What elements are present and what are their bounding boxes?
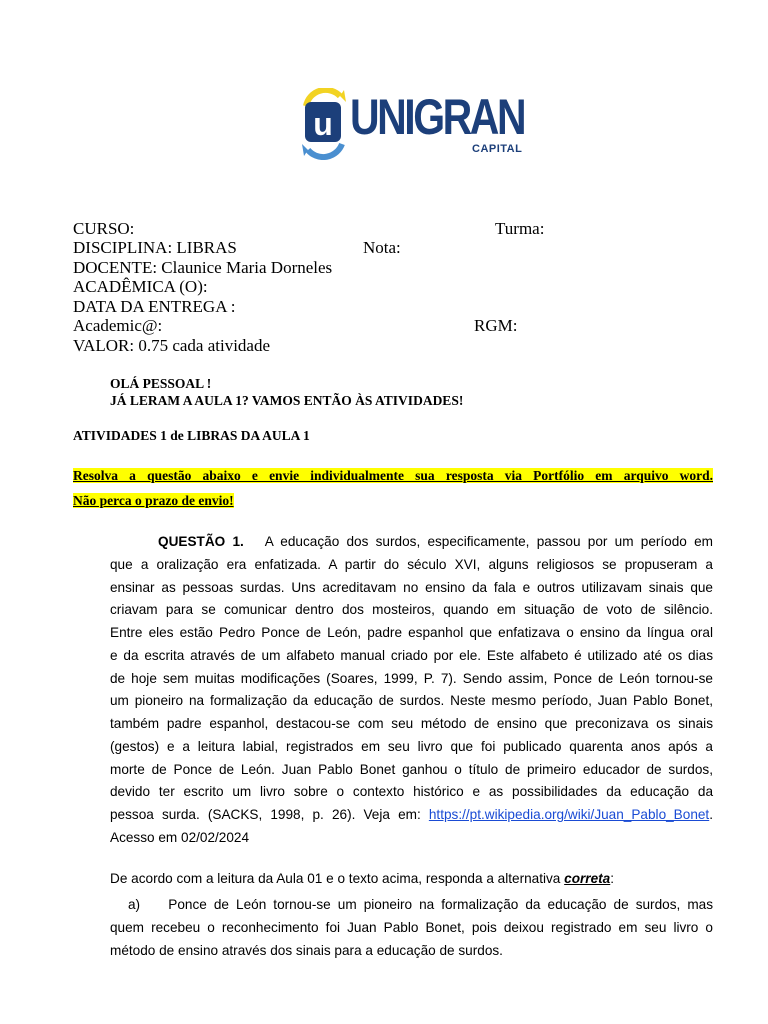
question-line-link <box>110 804 713 827</box>
logo-wordmark: UNIGRAN <box>350 89 525 145</box>
option-a-text: Ponce de León tornou-se um pioneiro na formalização da educação de surdos, mas <box>168 897 713 912</box>
question-line: de hoje sem muitas modificações (Soares, 1999, P. 7). Sendo assim, Ponce de León tornou-se <box>110 670 713 686</box>
question-line <box>110 531 713 554</box>
question-line: um pioneiro na formalização da educação de surdos. Neste mesmo período, Juan Pablo Bonet, <box>110 693 713 709</box>
question-paragraph <box>110 531 713 850</box>
field-valor: VALOR: 0.75 cada atividade <box>73 336 271 355</box>
access-date: Acesso em 02/02/2024 <box>110 829 250 845</box>
option-a[interactable] <box>110 894 713 962</box>
field-turma: Turma: <box>495 219 545 238</box>
question-line: morte de Ponce de León. Juan Pablo Bonet ganhou o título de primeiro educador de surdos, <box>110 761 713 777</box>
field-disciplina: DISCIPLINA: LIBRAS <box>73 238 237 257</box>
logo-subtitle: CAPITAL <box>472 143 523 155</box>
greeting-line-1: OLÁ PESSOAL ! <box>110 376 212 391</box>
option-a-line <box>110 894 713 917</box>
question-label: QUESTÃO 1. <box>158 534 244 549</box>
svg-text:u: u <box>313 106 333 142</box>
option-a-line: método de ensino através dos sinais para a educação de surdos. <box>110 942 503 958</box>
question-line: devido ter escrito um livro sobre o contexto histórico e as possibilidades da educação da <box>110 784 713 800</box>
field-academica: ACADÊMICA (O): <box>73 277 208 296</box>
field-rgm: RGM: <box>474 316 518 335</box>
question-text: A educação dos surdos, especificamente, passou por um período em <box>264 534 713 549</box>
activities-title: ATIVIDADES 1 de LIBRAS DA AULA 1 <box>73 428 310 443</box>
instruction-line-1 <box>73 463 713 489</box>
question-line: criavam para se comunicar dentro dos mosteiros, quando em situação de voto de silêncio. <box>110 602 713 618</box>
field-curso: CURSO: <box>73 219 135 238</box>
logo-mark-icon <box>296 88 352 160</box>
field-docente: DOCENTE: Claunice Maria Dorneles <box>73 258 333 277</box>
question-line: e da escrita através de um alfabeto manual criado por ele. Este alfabeto é utilizado até os dias <box>110 647 713 663</box>
question-text: pessoa surda. (SACKS, 1998, p. 26). Veja em: <box>110 807 421 822</box>
question-line: que a oralização era enfatizada. A partir do século XVI, alguns religiosos se propuseram a <box>110 556 713 572</box>
instruction-text-1: Resolva a questão abaixo e envie individualmente sua resposta via Portfólio em arquivo word. <box>73 468 713 483</box>
option-a-line: quem recebeu o reconhecimento foi Juan Pablo Bonet, pois deixou registrado em seu livro o <box>110 919 713 935</box>
greeting-line-2: JÁ LERAM A AULA 1? VAMOS ENTÃO ÀS ATIVIDADES! <box>110 393 464 408</box>
question-line: também padre espanhol, destacou-se com seu método de ensino que preconizava os sinais <box>110 716 713 731</box>
instruction-text-2: Não perca o prazo de envio! <box>73 493 234 508</box>
wikipedia-link[interactable]: https://pt.wikipedia.org/wiki/Juan_Pablo_Bonet <box>428 807 710 822</box>
field-nota: Nota: <box>363 238 401 257</box>
option-a-letter: a) <box>128 897 141 912</box>
question-line: Entre eles estão Pedro Ponce de León, padre espanhol que enfatizava o ensino da língua oral <box>110 625 713 640</box>
question-line: ensinar as pessoas surdas. Uns acreditavam no ensino da fala e outros utilizavam sinais que <box>110 579 713 595</box>
question-prompt <box>110 871 614 886</box>
prompt-colon: : <box>610 871 615 886</box>
field-academic: Academic@: <box>73 316 163 335</box>
instruction-line-2 <box>73 488 234 514</box>
link-end: . <box>709 807 713 822</box>
field-data-entrega: DATA DA ENTREGA : <box>73 297 236 316</box>
prompt-text: De acordo com a leitura da Aula 01 e o texto acima, responda a alternativa <box>110 871 565 886</box>
unigran-logo <box>296 88 532 160</box>
question-line: (gestos) e a leitura labial, registrados em seu livro que foi publicado quarenta anos após a <box>110 738 713 754</box>
prompt-emphasis: correta <box>564 871 611 886</box>
